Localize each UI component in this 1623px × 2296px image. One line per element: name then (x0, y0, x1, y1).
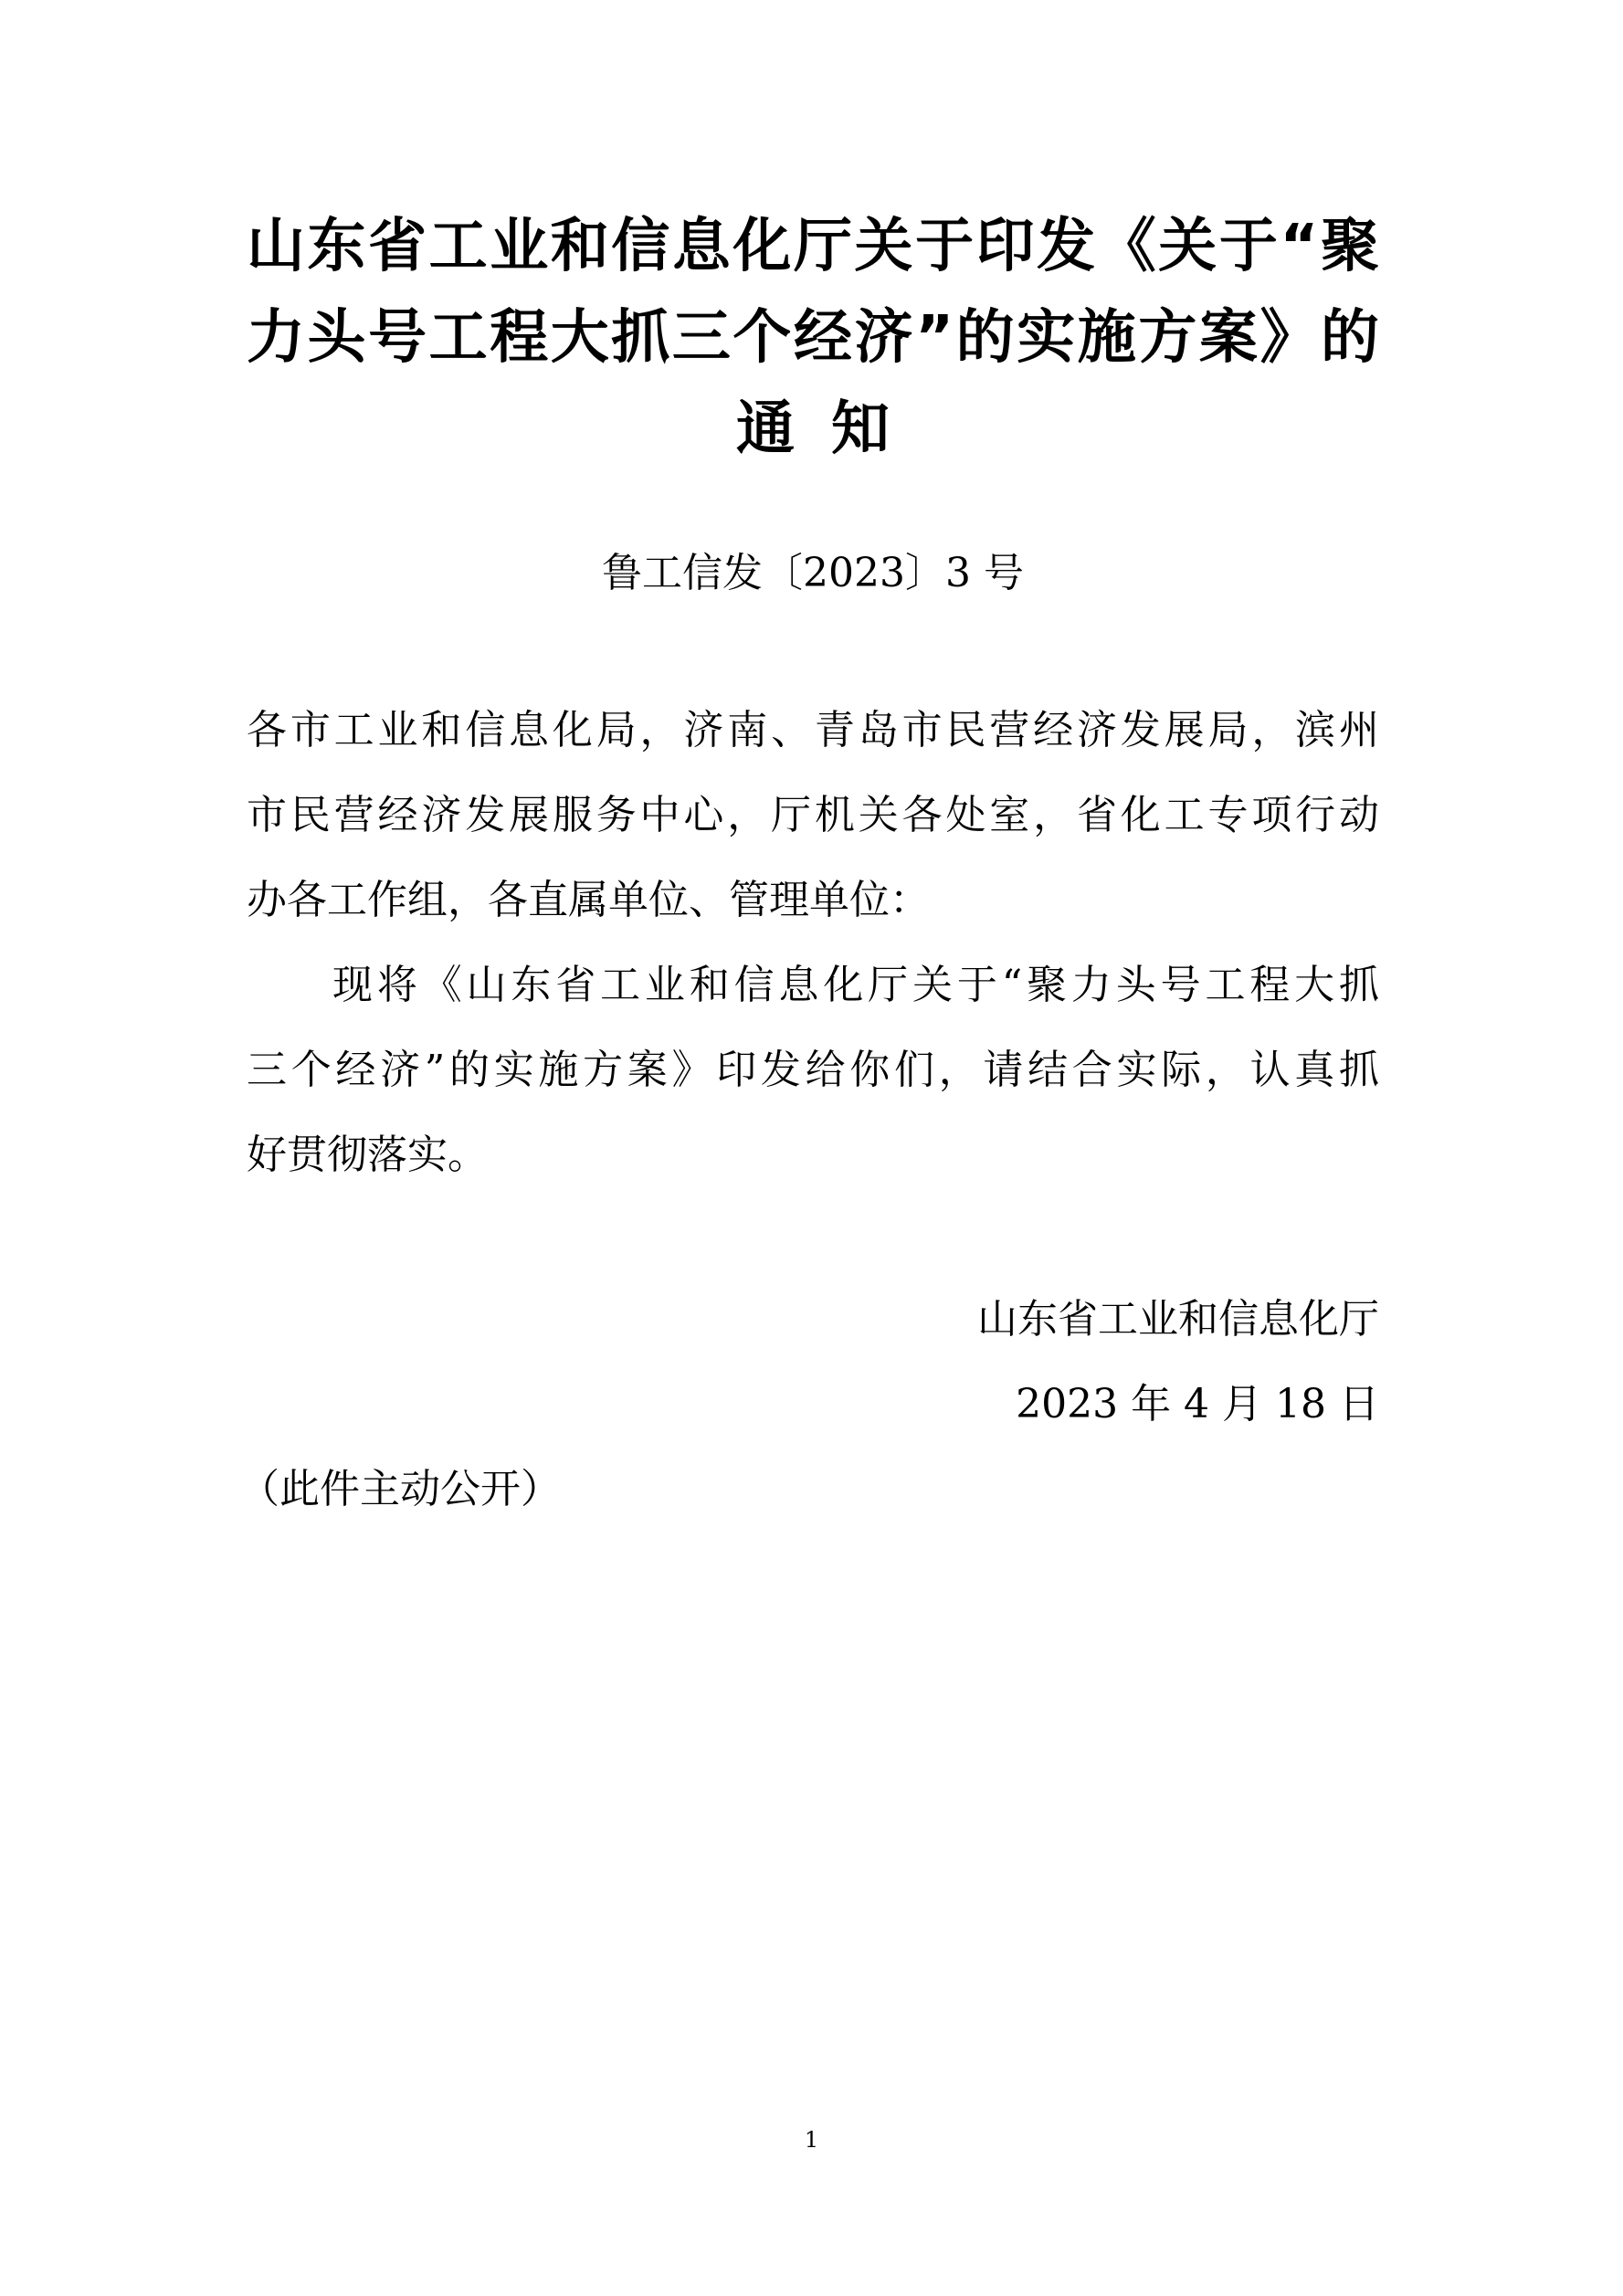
document-title-line-1: 山东省工业和信息化厅关于印发《关于“聚 (247, 213, 1379, 280)
issue-date: 2023 年 4 月 18 日 (1016, 1381, 1379, 1427)
document-title-line-3: 通知 (736, 395, 926, 463)
disclosure-note: （此件主动公开） (239, 1466, 561, 1512)
recipients-line-1: 各市工业和信息化局，济南、青岛市民营经济发展局，滨州 (247, 707, 1379, 753)
body-line-3: 好贯彻落实。 (247, 1132, 488, 1178)
recipients-line-3: 办各工作组，各直属单位、管理单位： (247, 877, 930, 923)
body-line-2: 三个经济”的实施方案》印发给你们，请结合实际，认真抓 (247, 1047, 1379, 1093)
document-number: 鲁工信发〔2023〕3 号 (602, 550, 1024, 596)
issuer-name: 山东省工业和信息化厅 (977, 1296, 1379, 1343)
body-line-1: 现将《山东省工业和信息化厅关于“聚力头号工程大抓 (332, 962, 1379, 1008)
page-number: 1 (804, 2127, 819, 2153)
recipients-line-2: 市民营经济发展服务中心，厅机关各处室，省化工专项行动 (247, 792, 1379, 838)
document-title-line-2: 力头号工程大抓三个经济”的实施方案》的 (247, 304, 1379, 372)
